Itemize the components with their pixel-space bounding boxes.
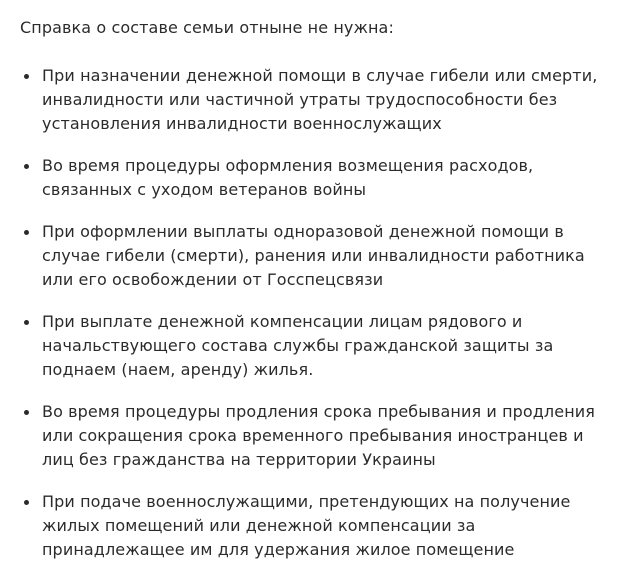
bullet-list [20, 64, 602, 562]
list-item [20, 400, 602, 472]
bullet-icon [24, 164, 29, 169]
list-item-text: При выплате денежной компенсации лицам рядового и начальствующего состава службы гражданской защиты за поднаем (наем, аренду) жилья. [42, 312, 554, 379]
list-item-text: При подаче военнослужащими, претендующих на получение жилых помещений или денежной компенсации за принадлежащее им для удержания жилое помещение [42, 492, 571, 559]
list-item [20, 310, 602, 382]
bullet-icon [24, 74, 29, 79]
bullet-icon [24, 500, 29, 505]
list-item-text: При назначении денежной помощи в случае гибели или смерти, инвалидности или частичной утраты трудоспособности без установления инвалидности военнослужащих [42, 66, 598, 133]
list-item-text: При оформлении выплаты одноразовой денежной помощи в случае гибели (смерти), ранения или инвалидности работника или его освобождении от Госспецсвязи [42, 222, 585, 289]
bullet-icon [24, 410, 29, 415]
list-item [20, 154, 602, 202]
list-item [20, 64, 602, 136]
bullet-icon [24, 230, 29, 235]
list-item-text: Во время процедуры продления срока пребывания и продления или сокращения срока временного пребывания иностранцев и лиц без гражданства на территории Украины [42, 402, 595, 469]
list-item [20, 220, 602, 292]
list-item-text: Во время процедуры оформления возмещения расходов, связанных с уходом ветеранов войны [42, 156, 534, 199]
intro-text: Справка о составе семьи отныне не нужна: [20, 18, 394, 37]
list-item [20, 490, 602, 562]
bullet-icon [24, 320, 29, 325]
